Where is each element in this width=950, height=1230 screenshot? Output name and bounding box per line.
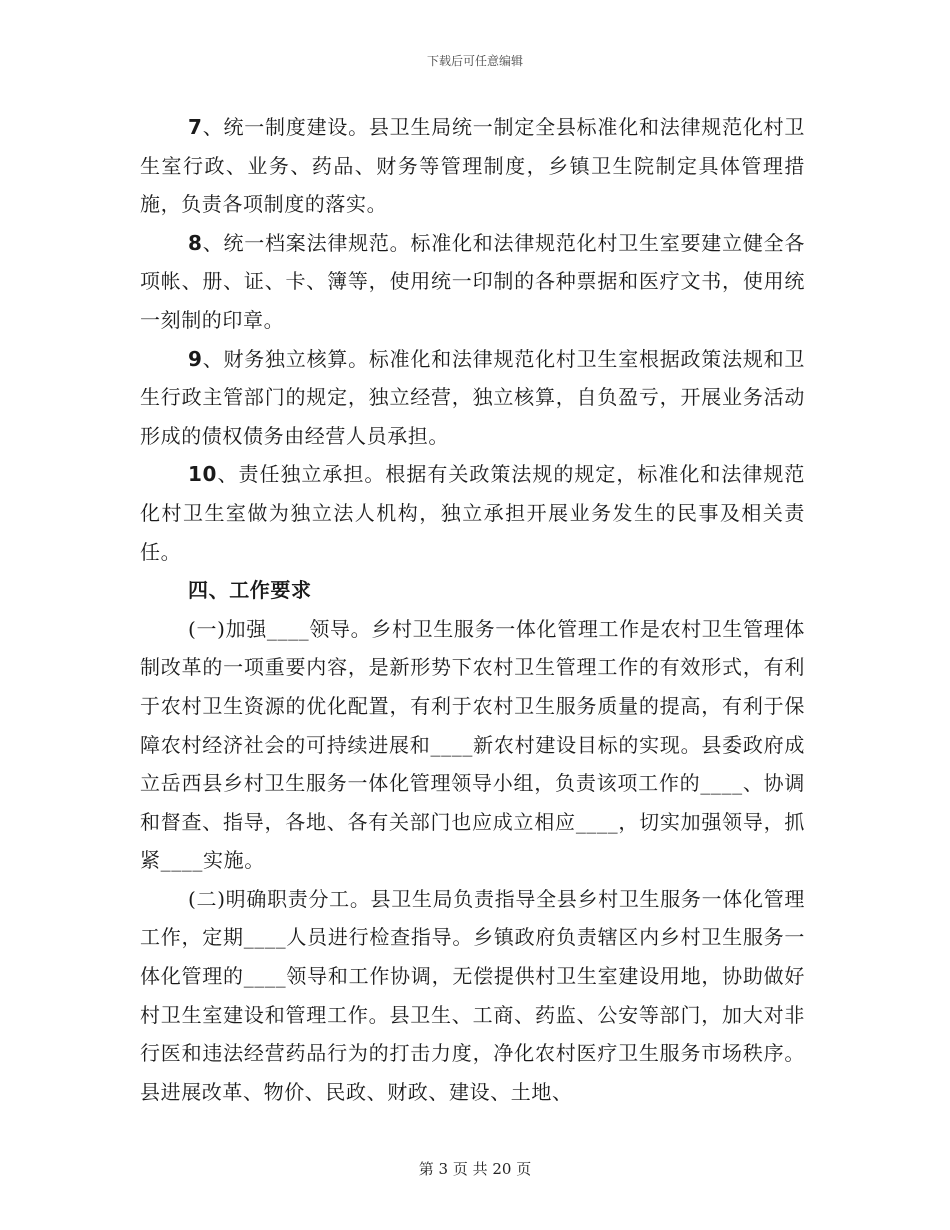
paragraph-item-8 <box>140 224 805 340</box>
item-number: 7 <box>188 115 203 139</box>
item-number: 10 <box>188 462 218 487</box>
paragraph-text: 、统一制度建设。县卫生局统一制定全县标准化和法律规范化村卫生室行政、业务、药品、财务等管理制度，乡镇卫生院制定具体管理措施，负责各项制度的落实。 <box>140 115 805 217</box>
paragraph-item-7 <box>140 108 805 224</box>
page-footer: 第 3 页 共 20 页 <box>418 1160 532 1178</box>
paragraph-clarify-responsibilities: (二)明确职责分工。县卫生局负责指导全县乡村卫生服务一体化管理工作，定期____人员进行检查指导。乡镇政府负责辖区内乡村卫生服务一体化管理的____领导和工作协调，无偿提供村卫生室建设用地，协助做好村卫生室建设和管理工作。县卫生、工商、药监、公安等部门，加大对非行医和违法经营药品行为的打击力度，净化农村医疗卫生服务市场秩序。县进展改革、物价、民政、财政、建设、土地、 <box>140 886 805 1104</box>
page-header: 下载后可任意编辑 <box>426 54 523 68</box>
paragraph-text: 、统一档案法律规范。标准化和法律规范化村卫生室要建立健全各项帐、册、证、卡、簿等，使用统一印制的各种票据和医疗文书，使用统一刻制的印章。 <box>140 230 805 332</box>
document-body <box>140 108 805 1111</box>
paragraph-item-10 <box>140 455 805 571</box>
paragraph-text: 、财务独立核算。标准化和法律规范化村卫生室根据政策法规和卫生行政主管部门的规定，独立经营，独立核算，自负盈亏，开展业务活动形成的债权债务由经营人员承担。 <box>140 346 805 448</box>
section-heading: 四、工作要求 <box>188 578 312 603</box>
paragraph-text: 、责任独立承担。根据有关政策法规的规定，标准化和法律规范化村卫生室做为独立法人机构，独立承担开展业务发生的民事及相关责任。 <box>140 462 805 564</box>
paragraph-item-9 <box>140 340 805 456</box>
paragraph-strengthen-leadership: (一)加强____领导。乡村卫生服务一体化管理工作是农村卫生管理体制改革的一项重要内容，是新形势下农村卫生管理工作的有效形式，有利于农村卫生资源的优化配置，有利于农村卫生服务质量的提高，有利于保障农村经济社会的可持续进展和____新农村建设目标的实现。县委政府成立岳西县乡村卫生服务一体化管理领导小组，负责该项工作的____、协调和督查、指导，各地、各有关部门也应成立相应____，切实加强领导，抓紧____实施。 <box>140 616 805 873</box>
item-number: 8 <box>188 230 203 255</box>
item-number: 9 <box>188 346 203 371</box>
